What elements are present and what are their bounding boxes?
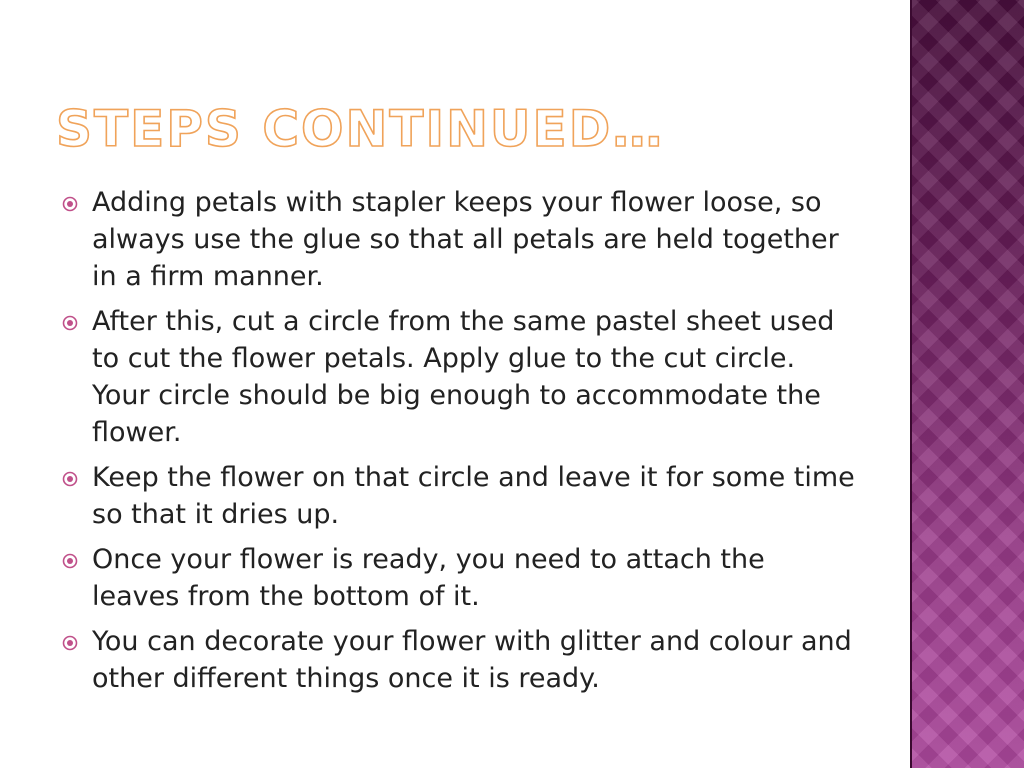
side-decorative-band: [912, 0, 1024, 768]
circled-dot-icon: [62, 196, 78, 212]
bullet-text: Once your flower is ready, you need to attach the leaves from the bottom of it.: [92, 544, 765, 612]
bullet-text: Adding petals with stapler keeps your flower loose, so always use the glue so that all petals are held together in a firm manner.: [92, 187, 839, 292]
bullet-text: You can decorate your flower with glitter and colour and other different things once it is ready.: [92, 626, 852, 694]
list-item: [60, 459, 860, 533]
list-item: [60, 623, 860, 697]
bullet-text: After this, cut a circle from the same pastel sheet used to cut the flower petals. Apply glue to the cut circle. Your circle should be big enough to accommodate the flower.: [92, 306, 835, 448]
circled-dot-icon: [62, 315, 78, 331]
list-item: [60, 541, 860, 615]
list-item: [60, 184, 860, 295]
circled-dot-icon: [62, 635, 78, 651]
bullet-text: Keep the flower on that circle and leave it for some time so that it dries up.: [92, 462, 855, 530]
list-item: [60, 303, 860, 451]
slide-title: STEPS CONTINUED…: [56, 100, 665, 158]
circled-dot-icon: [62, 553, 78, 569]
circled-dot-icon: [62, 471, 78, 487]
bullet-list: [60, 184, 860, 705]
